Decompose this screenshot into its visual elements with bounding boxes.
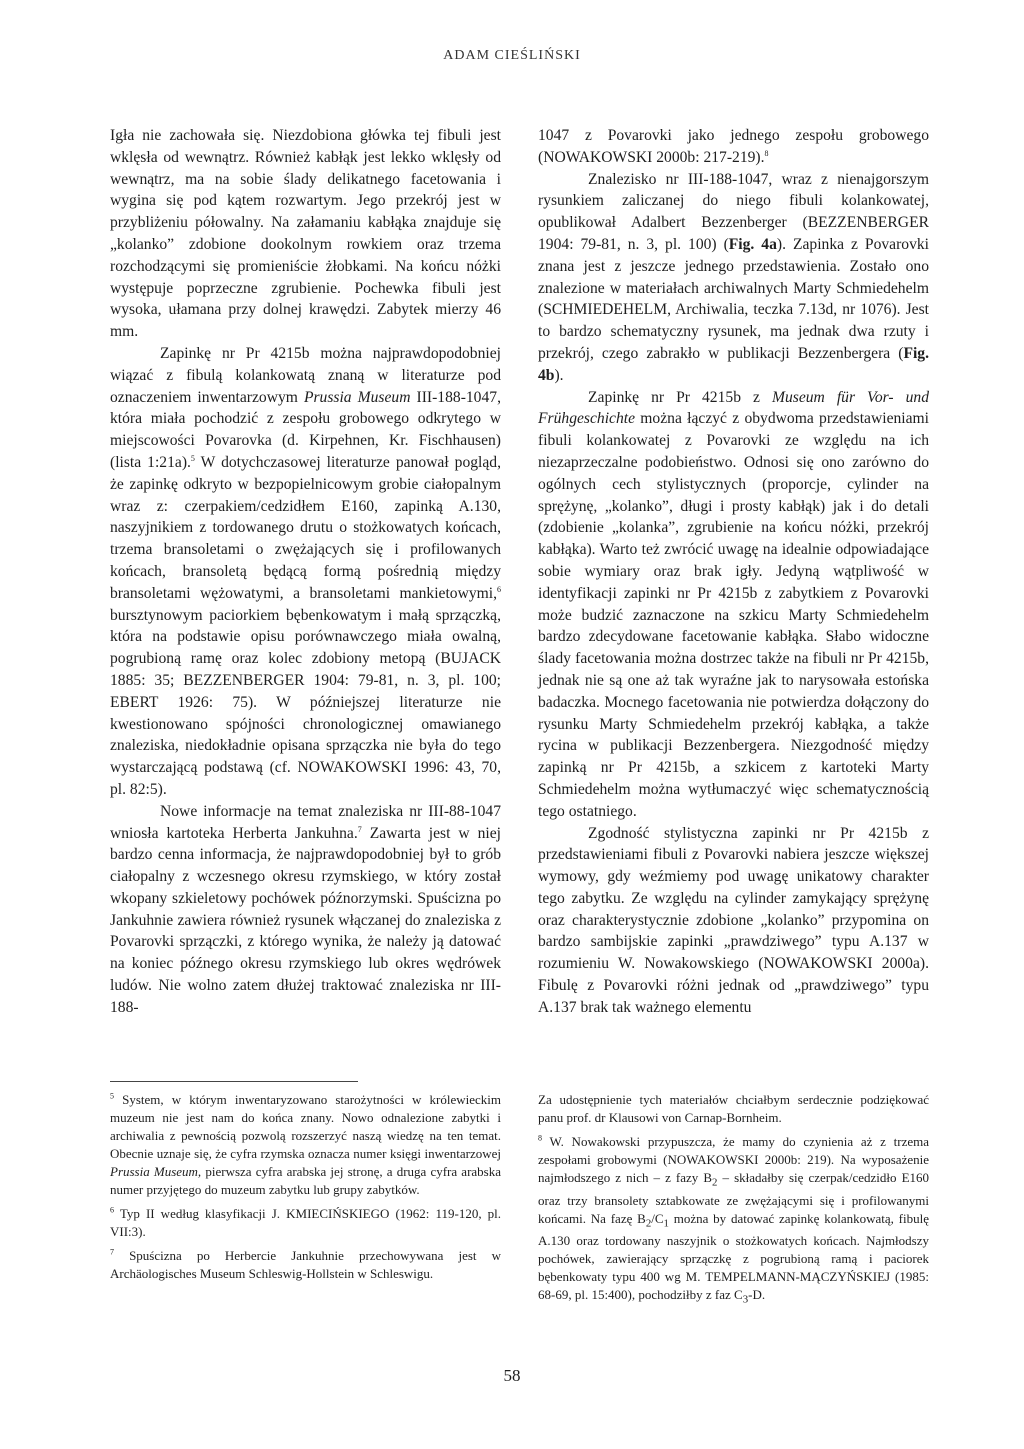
paragraph: Igła nie zachowała się. Niezdobiona główka tej fibuli jest wklęsła od wewnątrz. Również kabłąk jest lekko wklęsły od wewnątrz, ma na sobie ślady delikatnego facetowania i wygina się pod kątem rozwartym. Jego przekrój jest w przybliżeniu półowalny. Na załamaniu kabłąka znajduje się „kolanko” zdobione dookolnym rowkiem oraz trzema rozchodzącymi się promieniście żłobkami. Na końcu nóżki występuje poprzeczne zgrubienie. Pochewka fibuli jest wysoka, ułamana przy dolnej krawędzi. Zabytek mierzy 46 mm. (110, 127, 501, 341)
text-run: Typ II według klasyfikacji J. KMIECIŃSKIEGO (1962: 119-120, pl. VII:3). (110, 1206, 501, 1239)
footnotes-left (110, 1091, 501, 1289)
text-run: Zapinkę nr Pr 4215b można najprawdopodobniej wiązać z fibulą kolankowatą znaną w literaturze pod oznaczeniem inwentarzowym (110, 344, 501, 406)
footnote-continuation: Za udostępnienie tych materiałów chciałbym serdecznie podziękować panu prof. dr Klausowi von Carnap-Bornheim. (538, 1092, 929, 1125)
footnotes-right (538, 1091, 929, 1315)
text-run: III-188-1047, która miała pochodzić z zespołu grobowego odkrytego w miejscowości Povarovka (d. Kirpehnen, Kr. Fischhausen) (lista 1:21a). (110, 388, 501, 471)
footnote (110, 1205, 501, 1241)
text-run: bursztynowym paciorkiem bębenkowatym i małą sprzączką, która na podstawie opisu porównawczego miała owalną, pogrubioną ramę oraz kolec zdobiony metopą (BUJACK 1885: 35; BEZZENBERGER 1904: 79-81, n. 3, pl. 100; EBERT 1926: 75). W późniejszej literaturze nie kwestionowano spójności chronologicznej omawianego znaleziska, niedokładnie opisana sprzączka nie była do tego wystarczającą podstawą (cf. NOWAKOWSKI 1996: 43, 70, pl. 82:5). (110, 606, 501, 798)
subscript: 3 (742, 1293, 749, 1306)
running-head: ADAM CIEŚLIŃSKI (443, 48, 581, 63)
paragraph (538, 169, 929, 387)
subscript: 2 (712, 1176, 718, 1189)
text-run: W. Nowakowski przypuszcza, że mamy do czynienia aż z trzema zespołami grobowymi (NOWAKOWSKI 2000b: 219). Na wyposażenie najmłodszego z nich – z fazy B (538, 1134, 929, 1185)
text-run: -D. (748, 1287, 766, 1303)
left-column (110, 125, 501, 1019)
text-run: Nowe informacje na temat znaleziska nr III-88-1047 wniosła kartoteka Herberta Jankuhna. (110, 802, 501, 842)
text-run: 1047 z Povarovki jako jednego zespołu grobowego (NOWAKOWSKI 2000b: 217-219). (538, 127, 929, 166)
footnote-ref[interactable]: 5 (190, 453, 195, 463)
footnote-ref[interactable]: 8 (764, 148, 769, 158)
figure-ref[interactable]: Fig. 4b (538, 344, 929, 384)
footnote-number: 7 (110, 1247, 114, 1257)
text-run: można łączyć z obydwoma przedstawieniami fibuli kolankowatej z Povarovki ze względu na ich niezaprzeczalne podobieństwo. Odnosi się ono zarówno do ogólnych cech stylistycznych (proporcje, cylinder na sprężynę, „kolanko”, długi i prosty kabłąk) jak i do detali (zdobienie „kolanka”, zgrubienie na końcu nóżki, przekrój kabłąka). Warto też zwrócić uwagę na idealnie odpowiadające sobie wymiary oraz brak igły. Jedyną wątpliwość w identyfikacji zapinki nr Pr 4215b z zabytkiem z Povarovki może budzić zaznaczone na szkicu Marty Schmiedehelm bardzo zdecydowane facetowanie kabłąka. Słabo widoczne ślady facetowania można dostrzec także na fibuli nr Pr 4215b, jednak nie są one aż tak wyraźne jak to narysowała estońska badaczka. Mocnego facetowania nie potwierdza dołączony do rysunku Marty Schmiedehelm przekrój kabłąka, a także rycina w publikacji Bezzenbergera. Niezgodność między zapinką nr Pr 4215b, a szkicem z kartoteki Marty Schmiedehelm można wytłumaczyć więc schematycznością tego ostatniego. (538, 410, 930, 820)
paragraph (538, 387, 929, 823)
italic-run: Prussia Museum (303, 388, 411, 406)
text-run: Zapinkę nr Pr 4215b z (588, 388, 760, 406)
page-number: 58 (503, 1366, 521, 1385)
paragraph (538, 125, 929, 169)
text-run: można by datować zapinkę kolankowatą, fibulę A.130 oraz tordowany naszyjnik o stożkowatych końcach. Najmłodszy pochówek, zawierający sprzączkę z pogrubioną ramą i paciorek bębenkowaty typu 400 wg M. TEMPELMANN-MĄCZYŃSKIEJ (1985: 68-69, pl. 15:400), pochodziłby z faz C (538, 1210, 929, 1303)
footnote-number: 8 (538, 1133, 542, 1143)
figure-ref[interactable]: Fig. 4a (728, 235, 777, 253)
subscript: 2 (645, 1217, 652, 1230)
text-run: – składałby się czerpak/cedzidło E160 oraz trzy bransolety sztabkowate ze zwężającymi się i profilowanymi końcami. Na fazę B (538, 1170, 930, 1226)
subscript: 1 (663, 1217, 669, 1230)
footnote-divider (110, 1081, 358, 1082)
italic-run: Prussia Museum, (110, 1164, 202, 1179)
italic-run: Museum für Vor- und Frühgeschichte (538, 388, 929, 428)
text-run: Spuścizna po Herbercie Jankuhnie przechowywana jest w Archäologisches Museum Schleswig-Hollstein w Schleswigu. (110, 1248, 501, 1281)
text-run: Zawarta jest w niej bardzo cenna informacja, że najprawdopodobniej był to grób ciałopalny z wczesnego okresu rzymskiego, w który został wkopany szkieletowy pochówek późnorzymski. Spuścizna po Jankuhnie zawiera również rysunek włączanej do znaleziska z Povarovki sprzączki, z którego wynika, że należy ją datować na koniec późnego okresu rzymskiego lub okres wędrówek ludów. Nie wolno zatem dłużej traktować znaleziska nr III-188- (110, 824, 501, 1016)
footnote (110, 1247, 501, 1283)
paragraph: Zgodność stylistyczna zapinki nr Pr 4215b z przedstawieniami fibuli z Povarovki nabiera jeszcze większej wymowy, gdy weźmiemy pod uwagę unikatowy charakter tego zabytku. Ze względu na cylinder zamykający sprężynę oraz charakterystycznie zdobione „kolanko” przypomina on bardzo sambijskie zapinki „prawdziwego” typu A.137 w rozumieniu W. Nowakowskiego (NOWAKOWSKI 2000a). Fibulę z Povarovki różni jednak od „prawdziwego” typu A.137 brak tak ważnego elementu (538, 824, 929, 1016)
text-run: W dotychczasowej literaturze panował pogląd, że zapinkę odkryto w bezpopielnicowym grobie ciałopalnym wraz z: czerpakiem/cedzidłem E160, zapinką A.130, naszyjnikiem z tordowanego drutu o stożkowatych końcach, trzema bransoletami o zwężających się i profilowanych końcach, bransoletą będącą formą pośrednią między bransoletami wężowatymi, a bransoletami mankietowymi, (110, 453, 501, 602)
text-run: /C (651, 1210, 664, 1226)
right-column (538, 125, 929, 1019)
footnote-number: 5 (110, 1091, 114, 1101)
text-run: ). Zapinka z Povarovki znana jest z jeszcze jednego przedstawienia. Zostało ono znalezione w materiałach archiwalnych Marty Schmiedehelm (SCHMIEDEHELM, Archiwalia, teczka 7.13d, nr 1076). Jest to bardzo schematyczny rysunek, ma jednak dwa rzuty i przekrój, czego zabrakło w publikacji Bezzenbergera ( (538, 235, 930, 362)
footnote-ref[interactable]: 7 (357, 824, 362, 834)
text-run: ). (554, 366, 564, 384)
text-run: pierwsza cyfra arabska jej stronę, a druga cyfra arabska numer przyjętego do muzeum zabytku lub grupy zabytków. (110, 1164, 502, 1197)
footnote-ref[interactable]: 6 (497, 584, 501, 594)
footnote (538, 1133, 929, 1309)
footnote (110, 1091, 501, 1199)
text-run: System, w którym inwentaryzowano starożytności w królewieckim muzeum nie jest nam do końca znany. Nowo odnalezione zabytki i archiwalia z pewnością pozwolą rozszerzyć naszą wiedzę na ten temat. Obecnie uznaje się, że cyfra rzymska oznacza numer księgi inwentarzowej (110, 1092, 501, 1161)
paragraph (110, 343, 501, 801)
paragraph (110, 801, 501, 1019)
text-run: Znalezisko nr III-188-1047, wraz z nienajgorszym rysunkiem zaliczanej do niego fibuli kolankowatej, opublikował Adalbert Bezzenberger (BEZZENBERGER 1904: 79-81, n. 3, pl. 100) ( (538, 170, 929, 253)
footnote-number: 6 (110, 1205, 114, 1215)
